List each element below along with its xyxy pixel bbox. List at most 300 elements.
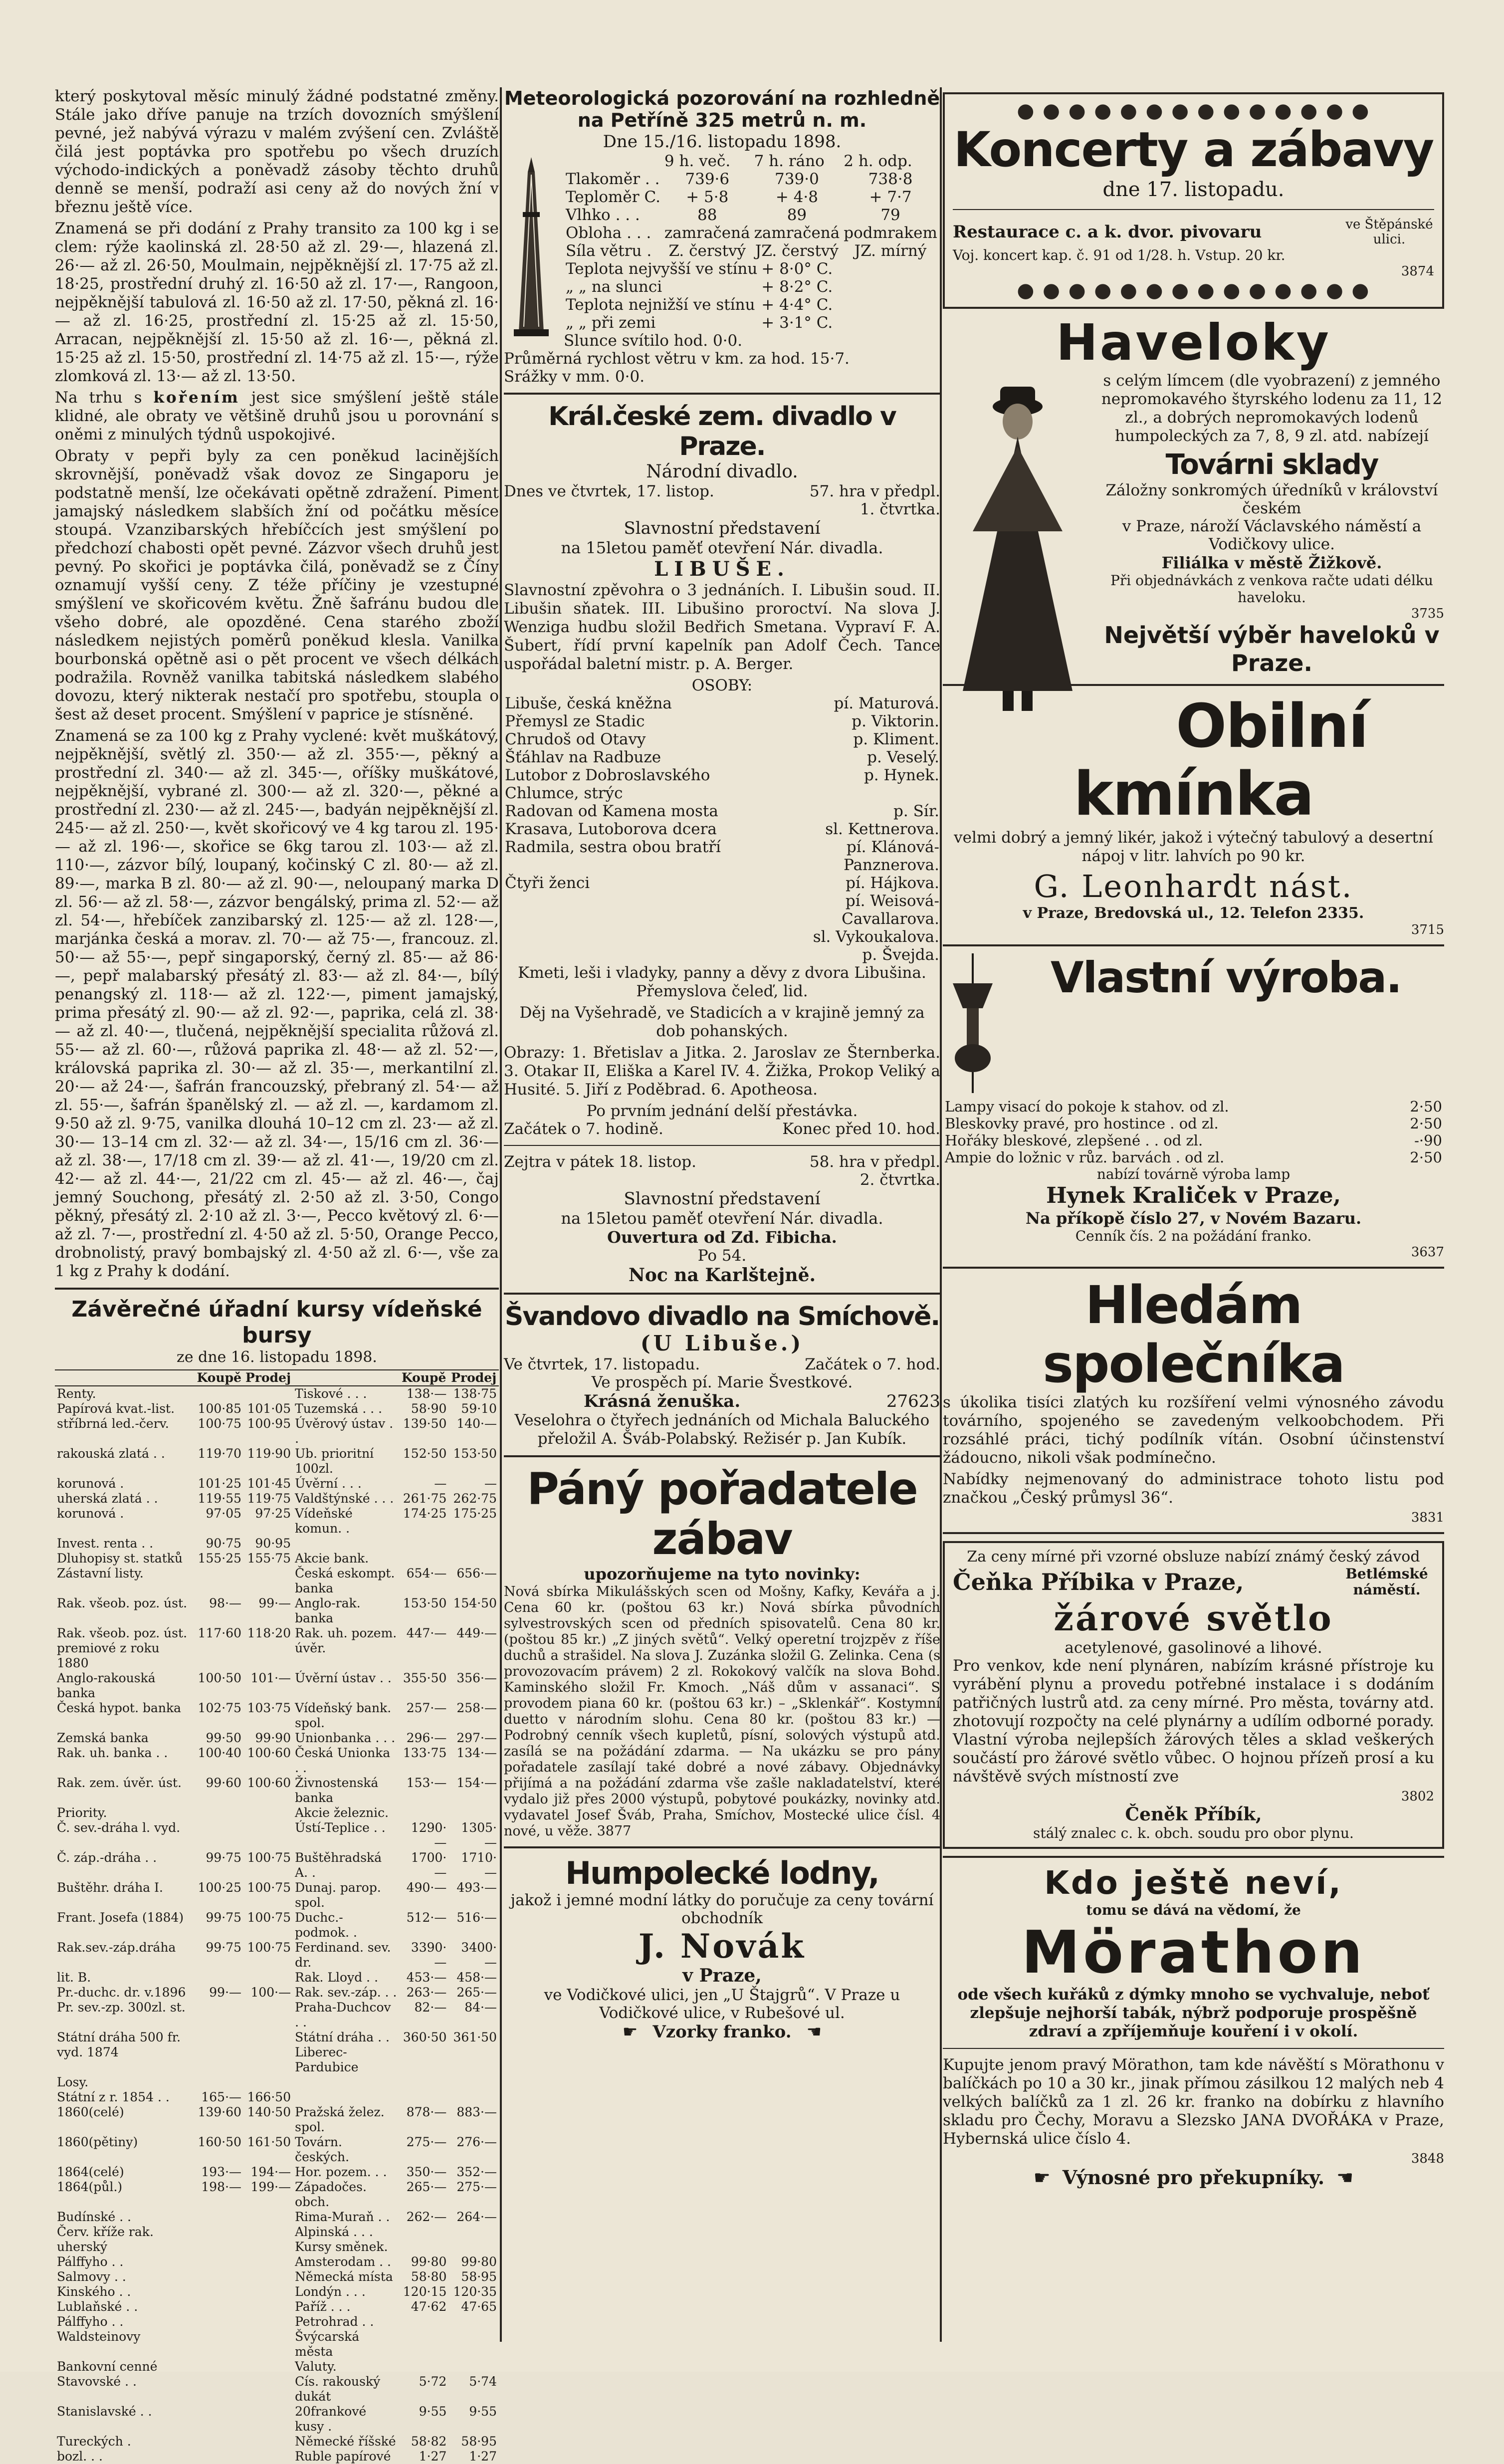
- show-quarter: 1. čtvrtka.: [859, 500, 940, 518]
- ad-text: s celým límcem (dle vyobrazení) z jemného nepromokavého štyrského lodenu za 11, 12 zl., a dobrých nepromokavých lodenů humpoleckých za 7, 8, 9 zl. atd. nabízejí: [1101, 372, 1443, 445]
- bourse-cell: [399, 2045, 448, 2075]
- column-theatre: [504, 87, 940, 2342]
- bourse-cell: Anglo-rakouská banka: [57, 1671, 156, 1700]
- weather-cell: zamračená: [754, 224, 840, 242]
- petrin-tower-icon: [504, 152, 559, 342]
- theatre-subtitle: (U Libuše.): [640, 1331, 804, 1355]
- bourse-row: [55, 2404, 499, 2434]
- bourse-cell: Živnostenská banka: [295, 1776, 379, 1805]
- bourse-cell: 5·72: [419, 2374, 447, 2389]
- text: jest sice smýšlení ještě stále klidné, ale obraty ve většině druhů jsou u porovnání s oněmi z minulých týdnů uspokojivé.: [55, 389, 499, 444]
- bourse-cell: Státní dráha 500 fr.: [57, 2030, 181, 2044]
- bourse-cell: 458·—: [456, 1970, 497, 1985]
- ad-note: nabízí továrně výroba lamp: [1096, 1166, 1290, 1182]
- weather-date: Dne 15./16. listopadu 1898.: [603, 132, 842, 152]
- bourse-cell: 97·05: [206, 1506, 242, 1521]
- weather-cell: + 4·8: [775, 188, 818, 206]
- bourse-cell: Priority.: [57, 1805, 107, 1820]
- cast-actor: sl. Kettnerova.: [825, 820, 939, 838]
- column-rule: [500, 87, 502, 2342]
- cast-role: [504, 946, 773, 964]
- weather-extra-cell: Teplota nejnižší ve stínu: [566, 296, 755, 314]
- ad-address: ve Vodičkové ulici, jen „U Štajgrů“. V Praze u Vodičkové ulice, v Rubešové ul.: [544, 1986, 900, 2022]
- bourse-cell: Švýcarská města: [295, 2329, 360, 2359]
- cast-role: [504, 892, 773, 928]
- bourse-cell: 297·—: [456, 1731, 497, 1745]
- bourse-cell: 160·50: [198, 2135, 242, 2149]
- cast-row: [504, 838, 940, 874]
- weather-extra-cell: Teplota nejvyšší ve stínu: [566, 260, 758, 278]
- bourse-cell: [448, 2075, 499, 2090]
- bourse-row: [55, 1671, 499, 1701]
- cast-row: [504, 712, 940, 730]
- bourse-cell: [243, 2254, 293, 2269]
- show-quarter: 2. čtvrtka.: [859, 1171, 940, 1189]
- bourse-cell: 1860(celé): [57, 2105, 124, 2119]
- bourse-cell: 99·75: [206, 1850, 242, 1865]
- weather-row: [564, 242, 939, 260]
- show-occasion: na 15letou paměť otevření Nár. divadla.: [561, 538, 883, 557]
- weather-row: [564, 224, 939, 242]
- bourse-cell: Buštěhradská A. .: [295, 1850, 382, 1880]
- bourse-cell: 97·25: [255, 1506, 291, 1521]
- bourse-header: Prodej: [448, 1370, 499, 1386]
- bourse-cell: [195, 2240, 243, 2254]
- play-title: Noc na Karlštejně.: [628, 1265, 816, 1286]
- weather-rain: Srážky v mm. 0·0.: [504, 368, 645, 386]
- bourse-cell: —: [484, 1476, 497, 1491]
- bourse-cell: Rak.sev.-záp.dráha: [57, 1940, 176, 1955]
- bourse-cell: Liberec-Pardubice: [295, 2045, 359, 2074]
- bourse-cell: Waldsteinovy: [57, 2329, 141, 2344]
- ad-firm: J. Novák: [638, 1927, 806, 1966]
- bourse-cell: [399, 1805, 448, 1820]
- bourse-cell: [195, 2045, 243, 2075]
- weather-cell: JZ. mírný: [854, 242, 927, 260]
- cast-actor: pí. Weisová-Cavallarova.: [842, 892, 939, 928]
- cast-table: [504, 694, 940, 964]
- show-date: Dnes ve čtvrtek, 17. listop.: [504, 482, 714, 500]
- ad-title: Kdo ještě neví,: [1044, 1865, 1343, 1902]
- opera-title: LIBUŠE.: [654, 557, 790, 581]
- ad-title: Haveloky: [1056, 313, 1331, 372]
- ad-kinds: acetylenové, gasolinové a lihové.: [1065, 1639, 1322, 1657]
- weather-cell: zamračená: [664, 224, 750, 242]
- bourse-cell: 264·—: [456, 2210, 497, 2224]
- bourse-cell: 1860(pětiny): [57, 2135, 138, 2149]
- bourse-cell: Pr.-duchc. dr. v.1896: [57, 1985, 186, 2000]
- bourse-cell: 447·—: [406, 1626, 447, 1640]
- weather-extra-cell: „ „ na slunci: [566, 278, 662, 296]
- bourse-cell: [243, 1805, 293, 1820]
- bourse-cell: [448, 2314, 499, 2329]
- bourse-cell: [195, 2000, 243, 2030]
- bourse-cell: [243, 2404, 293, 2434]
- cast-actor: pí. Hájkova.: [846, 874, 939, 892]
- bourse-cell: Státní dráha . .: [295, 2030, 390, 2044]
- bourse-cell: 99·—: [258, 1596, 291, 1610]
- bourse-cell: [195, 1970, 243, 1985]
- bourse-cell: 9·55: [419, 2404, 447, 2419]
- weather-table: [564, 152, 939, 260]
- price-value: 2·50: [1410, 1098, 1442, 1115]
- bourse-cell: 261·75: [403, 1491, 447, 1506]
- play-title: Krásná ženuška.: [584, 1391, 741, 1411]
- bourse-row: [55, 2254, 499, 2269]
- bourse-date: ze dne 16. listopadu 1898.: [177, 1348, 377, 1366]
- bourse-cell: 101·05: [247, 1401, 291, 1416]
- bourse-cell: 275·—: [406, 2135, 447, 2149]
- bourse-cell: 356·—: [456, 1671, 497, 1685]
- bourse-cell: [243, 2045, 293, 2075]
- weather-col-head: 9 h. več.: [664, 152, 731, 170]
- bourse-row: [55, 2359, 499, 2374]
- bourse-cell: [243, 2359, 293, 2374]
- column-market-report: [55, 87, 499, 2464]
- concert-place: Restaurace c. a k. dvor. pivovaru: [953, 222, 1262, 242]
- bourse-cell: [195, 2030, 243, 2045]
- bourse-row: [55, 1970, 499, 1985]
- bourse-cell: korunová .: [57, 1506, 124, 1521]
- hanging-lamp-icon: [943, 953, 1003, 1098]
- bourse-cell: bozl. . .: [57, 2449, 103, 2464]
- bourse-cell: Praha-Duchcov . .: [295, 2000, 391, 2029]
- bourse-cell: 100·75: [247, 1880, 291, 1895]
- bourse-cell: [195, 2374, 243, 2404]
- bourse-cell: Akcie bank.: [295, 1551, 369, 1566]
- bourse-row: [55, 1551, 499, 1566]
- havelok-coat-icon: [943, 372, 1092, 716]
- weather-cell: Obloha . . .: [566, 224, 651, 242]
- ornament-border: ● ● ● ● ● ● ● ● ● ● ● ● ● ●: [1017, 279, 1370, 302]
- bourse-cell: Zástavní listy.: [57, 1566, 144, 1580]
- bourse-row: [55, 2030, 499, 2045]
- bourse-row: [55, 1746, 499, 1776]
- separator: [504, 1846, 940, 1848]
- concert-ad: [943, 92, 1444, 309]
- bourse-cell: Rak. zem. úvěr. úst.: [57, 1776, 182, 1790]
- show-number: 57. hra v předpl.: [809, 482, 940, 500]
- weather-cell: Síla větru .: [566, 242, 652, 260]
- weather-extra-cell: + 8·2° C.: [761, 278, 833, 296]
- bourse-cell: 194·—: [250, 2165, 291, 2179]
- bourse-cell: 1864(půl.): [57, 2180, 123, 2194]
- bourse-cell: 174·25: [403, 1506, 447, 1521]
- bourse-cell: [448, 2090, 499, 2105]
- theatre-title: Švandovo divadlo na Smíchově.: [504, 1302, 940, 1332]
- ad-text: Za ceny mírné při vzorné obsluze nabízí známý český závod: [967, 1548, 1420, 1566]
- separator: [943, 944, 1444, 946]
- bourse-cell: Lublaňské . .: [57, 2299, 138, 2314]
- cast-actor: pí. Klánová-Panznerova.: [844, 838, 939, 874]
- separator: [943, 1267, 1444, 1269]
- bourse-cell: 58·82: [411, 2434, 447, 2449]
- show-times: [504, 1120, 940, 1138]
- bourse-cell: 100·75: [247, 1910, 291, 1925]
- bourse-cell: 350·—: [406, 2165, 447, 2179]
- cast-actor: p. Viktorin.: [852, 712, 939, 730]
- bourse-title: Závěrečné úřadní kursy vídeňské bursy: [71, 1297, 482, 1348]
- ad-text: Nová sbírka Mikulášských scen od Mošny, Kafky, Kevářa a j. Cena 60 kr. (poštou 63 kr.) Nová sbírka původních sylvestrovských scen od předních spisovatelů. Cena 80 kr. (poštou 85 kr.) „Z jiných světů“. Velký operetní trojzpěv z říše duchů a strašidel. Na slova J. Zuzánka složil G. Zelinka. Cena (s provozovacím právem) 2 zl. Rokokový valčík na slova Bohd. Kaminského složil Fr. Kmoch. „Náš dům v assanaci“. S provodem piana 60 kr. (poštou 63 kr.) – „Sklenkář“. Kostymní duetto v národním slohu. Cena 80 kr. (poštou 83 kr.) — Podrobný cenník všech kupletů, písní, solových výstupů atd. zasílá se na požádání zdarma. — Na ukázku se pro pány pořadatele zasílají také dobré a nové zábavy. Objednávky přijímá a na požádání zdarma vše zašle nakladatelství, které vydalo již přes 2000 výstupů, pobytové poukázky, novinky atd. vydavatel Josef Šváb, Praha, Smíchov, Mostecké ulice čísl. 4 nové, u věže. 3877: [504, 1584, 940, 1839]
- bourse-cell: Dunaj. parop. spol.: [295, 1880, 381, 1910]
- bourse-cell: 100·25: [198, 1880, 242, 1895]
- bourse-cell: 118·20: [247, 1626, 291, 1640]
- bourse-row: [55, 1491, 499, 1506]
- bourse-cell: 516·—: [456, 1910, 497, 1925]
- weather-extra-row: [564, 296, 835, 314]
- bourse-cell: Č. záp.-dráha . .: [57, 1850, 157, 1865]
- bourse-cell: 155·25: [198, 1551, 242, 1566]
- bourse-cell: Alpinská . . .: [295, 2225, 373, 2239]
- bourse-row: [55, 1850, 499, 1880]
- show-row: [504, 482, 940, 500]
- bourse-row: [55, 2240, 499, 2254]
- bourse-cell: 100·95: [247, 1416, 291, 1431]
- bourse-cell: Cís. rakouský dukát: [295, 2374, 381, 2404]
- bourse-cell: [293, 1536, 399, 1551]
- bourse-cell: [243, 1820, 293, 1850]
- ad-number: 3735: [1411, 606, 1444, 621]
- bourse-cell: Hor. pozem. . .: [295, 2165, 387, 2179]
- bourse-cell: Valuty.: [295, 2359, 337, 2374]
- price-item: Ampie do ložnic v růz. barvách . od zl.: [945, 1149, 1225, 1166]
- bourse-cell: Úvěrový ústav . .: [295, 1416, 394, 1446]
- ad-number: 3715: [1411, 922, 1444, 937]
- bourse-row: [55, 2299, 499, 2314]
- separator: [953, 209, 1434, 210]
- bourse-cell: [195, 2329, 243, 2359]
- bourse-cell: 361·50: [453, 2030, 497, 2044]
- bourse-cell: Renty.: [57, 1386, 96, 1401]
- theatre-title: Král.české zem. divadlo v Praze.: [548, 402, 896, 461]
- bourse-row: [55, 1701, 499, 1731]
- bourse-cell: 193·—: [201, 2165, 242, 2179]
- bourse-cell: 139·50: [403, 1416, 447, 1431]
- bourse-cell: Továrn. českých.: [295, 2135, 350, 2164]
- bourse-cell: Paříž . . .: [295, 2299, 351, 2314]
- cast-actor: p. Veselý.: [867, 748, 939, 766]
- bourse-cell: 99·80: [411, 2254, 447, 2269]
- bourse-cell: Úvěrní . . .: [295, 1476, 362, 1491]
- bourse-cell: 99·90: [255, 1731, 291, 1745]
- bourse-header: [293, 1370, 399, 1386]
- play-description: Veselohra o čtyřech jednáních od Michala Baluckého přeložil A. Šváb-Polabský. Režisér p. Jan Kubík.: [514, 1411, 930, 1448]
- bourse-cell: Stavovské . .: [57, 2374, 137, 2389]
- bourse-row: [55, 2075, 499, 2090]
- bourse-cell: 1710·—: [461, 1850, 497, 1880]
- text: Na trhu s: [55, 389, 154, 407]
- pause-note: Po prvním jednání delší přestávka.: [586, 1102, 858, 1120]
- bourse-cell: Ub. prioritní 100zl.: [295, 1446, 374, 1476]
- bourse-cell: 58·90: [411, 1401, 447, 1416]
- bourse-cell: [448, 2359, 499, 2374]
- bourse-row: [55, 2225, 499, 2240]
- bourse-cell: Petrohrad . .: [295, 2314, 374, 2329]
- weather-cell: Vlhko . . .: [566, 206, 640, 224]
- bourse-cell: 20frankové kusy .: [295, 2404, 367, 2434]
- cast-actor: p. Sír.: [893, 802, 939, 820]
- bourse-row: [55, 2269, 499, 2284]
- bourse-cell: Valdštýnské . . .: [295, 1491, 394, 1506]
- bourse-cell: Červ. kříže rak.: [57, 2225, 154, 2239]
- cast-row: [504, 874, 940, 892]
- bourse-cell: [399, 2359, 448, 2374]
- weather-extra-cell: „ „ při zemi: [566, 314, 656, 332]
- bourse-cell: 90·75: [206, 1536, 242, 1551]
- weather-row: [564, 170, 939, 188]
- bourse-cell: 58·80: [411, 2269, 447, 2284]
- bourse-cell: 138·75: [453, 1386, 497, 1401]
- bourse-cell: Duchc.-podmok. .: [295, 1910, 357, 1940]
- price-value: -·90: [1414, 1132, 1442, 1149]
- cast-actor: pí. Maturová.: [834, 694, 939, 712]
- bourse-cell: [448, 2045, 499, 2075]
- bourse-cell: 117·60: [198, 1626, 242, 1640]
- bourse-cell: 153·50: [403, 1596, 447, 1610]
- show-festive: Slavnostní představení: [624, 1189, 821, 1209]
- weather-extra-cell: + 3·1° C.: [761, 314, 833, 332]
- bourse-cell: [399, 2329, 448, 2359]
- price-row: [943, 1149, 1444, 1166]
- ad-title: Hledám společníka: [1043, 1275, 1344, 1394]
- bourse-cell: [243, 1970, 293, 1985]
- bourse-cell: Německé říšské: [295, 2434, 396, 2449]
- bourse-row: [55, 2314, 499, 2329]
- bourse-cell: Pr. sev.-zp. 300zl. st.: [57, 2000, 186, 2015]
- bourse-row: [55, 1596, 499, 1626]
- bourse-cell: [195, 1566, 243, 1596]
- bourse-row: [55, 1476, 499, 1491]
- bourse-cell: [243, 2314, 293, 2329]
- bourse-cell: 103·75: [247, 1701, 291, 1715]
- bourse-cell: Rak. uh. pozem. úvěr.: [295, 1626, 397, 1655]
- bourse-cell: 99·50: [206, 1731, 242, 1745]
- bourse-row: [55, 1566, 499, 1596]
- show-date: Zejtra v pátek 18. listop.: [504, 1153, 696, 1171]
- weather-cell: Tlakoměr . .: [566, 170, 660, 188]
- weather-wind: Průměrná rychlost větru v km. za hod. 15·7.: [504, 350, 850, 368]
- bourse-cell: 360·50: [403, 2030, 447, 2044]
- concert-street: ve Štěpánské ulici.: [1345, 217, 1433, 247]
- ad-subtitle: tomu se dává na vědomí, že: [1086, 1902, 1301, 1918]
- bourse-cell: Amsterodam . .: [295, 2254, 391, 2269]
- bourse-cell: 258·—: [456, 1701, 497, 1715]
- bourse-cell: 296·—: [406, 1731, 447, 1745]
- bourse-cell: Vídeňské komun. .: [295, 1506, 353, 1536]
- cast-actor: p. Kliment.: [853, 730, 939, 748]
- bourse-cell: 153·—: [406, 1776, 447, 1790]
- bourse-cell: 58·95: [461, 2269, 497, 2284]
- bourse-cell: Dluhopisy st. statků: [57, 1551, 183, 1566]
- ad-text: Nabídky nejmenovaný do administrace tohoto listu pod značkou „Český průmysl 36“.: [943, 1470, 1444, 1507]
- paragraph: Znamená se za 100 kg z Prahy vyclené: květ muškátový, nejpěknější, světlý zl. 350·— až zl. 355·—, pěkný a prostřední zl. 340·— až zl. 345·—, oříšky muškátové, nejpěknější, vybrané zl. 300·— až zl. 320·—, pěkné a prostřední zl. 230·— až zl. 245·—, badyán nejpěknější zl. 245·— až zl. 250·—, květ skořicový ve 4 kg tarou zl. 195·— až zl. 196·—, skořice se 6kg tarou zl. 103·— až zl. 110·—, zázvor bílý, loupaný, kočinský C zl. 80·— až zl. 89·—, marka B zl. 80·— až zl. 90·—, neloupaný marka D zl. 56·— až zl. 58·—, zázvor bengálský, prima zl. 52·— až zl. 54·—, hřebíček zanzibarský zl. 125·— až zl. 128·—, marjánka česká a morav. zl. 70·— až 75·—, francouz. zl. 50·— až 55·—, pepř singaporský, černý zl. 85·— až 86·—, pepř malabarský přesátý zl. 83·— až zl. 84·—, bílý penangský zl. 118·— až zl. 122·—, piment jamajský, prima přesátý zl. 90·— až zl. 92·—, paprika, celá zl. 38·— až zl. 40·—, tlučená, nejpěknější specialita růžová zl. 55·— až zl. 60·—, růžová paprika zl. 48·— až zl. 52·—, královská paprika zl. 30·— až zl. 35·—, merkantilní zl. 20·— až 24·—, šafrán francouzský, přebraný zl. 54·— až zl. 55·—, šafrán španělský zl. — až zl. —, kardamom zl. 9·50 až zl. 9·75, vanilka dlouhá 10–12 cm zl. 23·— až zl. 30·— 13–14 cm zl. 32·— až zl. 34·—, 15/16 cm zl. 36·— až zl. 38·—, 17/18 cm zl. 39·— až zl. 41·—, 19/20 cm zl. 42·— až zl. 44·—, 21/22 cm zl. 45·— až zl. 46·—, čaj jemný Souchong, přesátý zl. 2·50 až zl. 3·50, Congo pěkný, přesátý zl. 2·10 až zl. 3·—, Pecco květový zl. 6·— až zl. 7·—, prostřední zl. 4·50 až zl. 5·50, Orange Pecco, drobnolistý, pravý bombajský zl. 4·50 až zl. 6·—, vše za 1 kg z Prahy k dodání.: [55, 727, 499, 1280]
- bourse-row: [55, 1536, 499, 1551]
- bourse-cell: [195, 1805, 243, 1820]
- ad-title: Obilní kmínka: [1074, 692, 1368, 829]
- weather-extra-row: [564, 278, 835, 296]
- weather-extra-row: [564, 260, 835, 278]
- weather-cell: Teploměr C.: [566, 188, 660, 206]
- show-row: [504, 1153, 940, 1171]
- ad-address: v Praze, Bredovská ul., 12. Telefon 2335.: [1023, 904, 1364, 922]
- ad-firm: Továrni sklady: [1165, 448, 1378, 481]
- bourse-row: [55, 2374, 499, 2404]
- bourse-cell: 153·50: [453, 1446, 497, 1461]
- cast-row: [504, 748, 940, 766]
- cast-role: Šťáhlav na Radbuze: [505, 748, 661, 766]
- bourse-cell: 101·—: [250, 1671, 291, 1685]
- weather-cell: + 7·7: [869, 188, 912, 206]
- weather-extra-row: [564, 314, 835, 332]
- bourse-cell: 99·60: [206, 1776, 242, 1790]
- ad-number: 3637: [1411, 1245, 1444, 1260]
- bourse-cell: Zemská banka: [57, 1731, 149, 1745]
- weather-cell: 739·0: [775, 170, 819, 188]
- price-item: Hořáky bleskové, zlepšené . . od zl.: [945, 1132, 1203, 1149]
- bourse-cell: 102·75: [198, 1701, 242, 1715]
- bourse-cell: 139·60: [198, 2105, 242, 2119]
- bourse-cell: [448, 1805, 499, 1820]
- bourse-cell: [243, 2240, 293, 2254]
- bourse-cell: [448, 2329, 499, 2359]
- hand-pointer-icon: ☛: [1033, 2167, 1051, 2189]
- bourse-cell: Rak. sev.-záp. . .: [295, 1985, 397, 2000]
- ornament-border: ● ● ● ● ● ● ● ● ● ● ● ● ● ●: [1017, 99, 1370, 122]
- ad-date: dne 17. listopadu.: [1102, 178, 1285, 201]
- bourse-header: Koupě: [399, 1370, 448, 1386]
- bourse-cell: 140·50: [247, 2105, 291, 2119]
- separator: [504, 1145, 940, 1146]
- weather-cell: 88: [697, 206, 717, 224]
- bourse-cell: [243, 1386, 293, 1401]
- bourse-cell: 152·50: [403, 1446, 447, 1461]
- ad-note: Při objednávkách z venkova račte udati délku haveloku.: [1110, 572, 1433, 606]
- weather-location: na Petříně 325 metrů n. m.: [577, 109, 867, 131]
- cast-row: [504, 694, 940, 712]
- bourse-cell: Rak. Lloyd . .: [295, 1970, 379, 1985]
- bourse-cell: [243, 2075, 293, 2090]
- weather-row: [564, 188, 939, 206]
- weather-col-head: 2 h. odp.: [844, 152, 912, 170]
- bourse-cell: 262·75: [453, 1491, 497, 1506]
- bourse-cell: 276·—: [456, 2135, 497, 2149]
- bourse-row: [55, 1880, 499, 1910]
- bourse-cell: 58·95: [461, 2434, 497, 2449]
- bourse-row: [55, 1446, 499, 1476]
- bourse-cell: 199·—: [250, 2180, 291, 2194]
- hand-pointer-icon: ☚: [806, 2022, 822, 2042]
- bourse-row: [55, 1910, 499, 1940]
- bourse-cell: uherský: [57, 2240, 108, 2254]
- bourse-cell: Pálffyho . .: [57, 2314, 124, 2329]
- weather-cell: JZ. čerstvý: [755, 242, 839, 260]
- ad-number: 3848: [1411, 2151, 1444, 2166]
- show-occasion: na 15letou paměť otevření Nár. divadla.: [561, 1209, 883, 1228]
- cast-note: Kmeti, leši i vladyky, panny a děvy z dvora Libušina. Přemyslova čeleď, lid.: [518, 964, 926, 1000]
- bourse-cell: 99·75: [206, 1940, 242, 1955]
- bourse-cell: 100·60: [247, 1746, 291, 1760]
- ad-firm: Čeňka Příbika v Praze,: [953, 1568, 1244, 1595]
- show-number: 58. hra v předpl.: [809, 1153, 940, 1171]
- bourse-cell: [448, 2240, 499, 2254]
- bourse-cell: —: [434, 1476, 447, 1491]
- bourse-cell: Pálffyho . .: [57, 2254, 124, 2269]
- bourse-cell: [195, 2449, 243, 2464]
- show-festive: Slavnostní představení: [624, 518, 821, 538]
- bourse-cell: 101·45: [247, 1476, 291, 1491]
- bourse-cell: 154·50: [453, 1596, 497, 1610]
- weather-cell: 79: [880, 206, 900, 224]
